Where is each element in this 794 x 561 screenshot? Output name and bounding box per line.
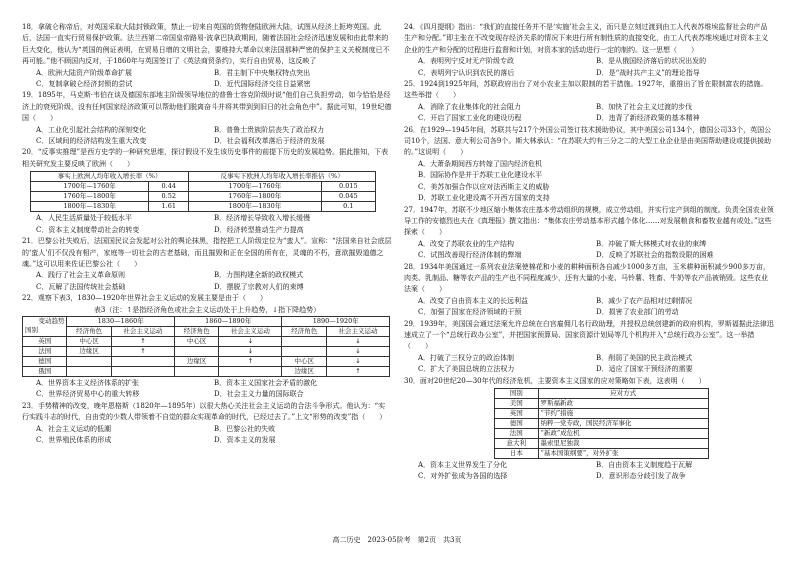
option-c[interactable]: C．区域间的经济结构发生重大改变 [36, 137, 147, 146]
question-28 [404, 262, 774, 319]
table-cell: 罗斯福新政 [538, 399, 709, 409]
question-20 [22, 147, 392, 236]
table-cell: 法国 [495, 429, 539, 439]
option-c[interactable]: C．加强了国家在经济领域的干预 [418, 308, 522, 317]
trend-arrow [111, 366, 174, 376]
options [404, 56, 774, 79]
period-header: 1890—1920年 [282, 316, 390, 326]
option-c[interactable]: C．资本主义制度带动社会的转变 [36, 225, 140, 234]
trend-arrow: ↓ [326, 356, 389, 366]
options [22, 125, 392, 148]
question-18 [22, 22, 392, 90]
option-d[interactable]: D．苏联工业化建设离不开西方国家的支持 [418, 194, 550, 203]
table-cell: 英国 [495, 409, 539, 419]
option-a[interactable]: A．工业化引起社会结构的深刻变化 [36, 125, 147, 134]
sub-header: 社会主义运动 [111, 326, 174, 336]
right-column [404, 22, 774, 483]
table-cell [174, 346, 218, 356]
table-header-row [23, 316, 390, 326]
options [404, 460, 774, 483]
option-b[interactable]: B．力图构建全新的政权模式 [214, 271, 304, 280]
trend-arrow: ↓ [219, 336, 282, 346]
option-d[interactable]: D．近代国际经济交往日益紧密 [214, 80, 311, 89]
option-c[interactable]: C．瓦解了法国传统社会基础 [36, 282, 126, 291]
table-row [495, 419, 709, 429]
question-text: 27．1947年，苏联不少地区缩小集体农庄基本劳动组织的规模，成立劳动组，并实行定产到组的制度。负责全国农业领导工作的安德烈也夫在《真理报》撰文指出：“集体农庄劳动基本形式越个体化……对发展粮食和畜牧业越有或处。”这些探索（ ） [404, 205, 774, 237]
sub-header: 经济角色 [174, 326, 218, 336]
option-a[interactable]: A．资本主义世界发生了分化 [418, 461, 508, 469]
trend-arrow: ↑ [111, 346, 174, 356]
question-26 [404, 125, 774, 205]
option-a[interactable]: A．改变了苏联农业的生产结构 [418, 239, 515, 248]
trend-arrow: ↑ [111, 336, 174, 346]
period-header: 1860—1890年 [174, 316, 282, 326]
table-cell: 中心区 [282, 356, 326, 366]
table-cell: 德国 [495, 419, 539, 429]
option-a[interactable]: A．消除了农业集体化的社会阻力 [418, 102, 522, 111]
option-b[interactable]: B．君主制下中央集权特点突出 [214, 68, 311, 77]
question-text: 26．在1929—1945年间，苏联共与217个外国公司签订技术援助协议，其中美国公司134个，德国公司33个，英国公司10个，法国、意大利公司各9个。斯大林承认：“在苏联大约有三分之二的大型工业企业是由美国帮助建设或提供援助的。”这说明（ ） [404, 125, 772, 157]
table-row [23, 346, 390, 356]
table-cell: 中心区 [174, 336, 218, 346]
table-row [31, 182, 376, 192]
option-b[interactable]: B．是从俄国经济落后的状况出发的 [596, 57, 707, 66]
table-caption: 表3（注：↑是指经济角色或社会主义运动处于上升趋势，↓指下降趋势） [93, 305, 321, 314]
table-row [31, 192, 376, 202]
table-cell: 边缘区 [282, 366, 326, 376]
table-cell [282, 336, 326, 346]
page-footer: 高二历史 2023-05阶考 第2页 共3页 [332, 536, 462, 544]
question-text: 19．1895年，马克斯·韦伯在谈及德国东部地主阶级领导地位的普鲁士容克阶级时说“他们自己负担劳动，如今恰恰是经济上的衰死阶级，没有任何国家经济政策可以帮助他们脱离奋斗并将其带到到旧日的社会角色中”。据此可知，19世纪德国（ ） [22, 91, 392, 123]
question-text: 23．手势精神的改变，晚年恩格斯（1820年—1895年）以很大热心关注社会主义运动的合法斗争形式。他认为：“实行实践斗志的时代，自由党的少数人带领着不自觉的群众实现革命的时代，已经过去了。”上文“形势的改变”指（ ） [22, 401, 387, 422]
option-d[interactable]: D．意识形态分歧引发了战争 [596, 472, 686, 481]
options [22, 270, 392, 293]
country-cell: 德国 [23, 356, 67, 366]
country-label: 国别 [25, 326, 38, 335]
table-cell: 0.015 [321, 182, 375, 192]
table-cell: 1.61 [149, 202, 189, 212]
trend-arrow: ↓ [326, 336, 389, 346]
question-22 [22, 293, 392, 401]
option-a[interactable]: A．践行了社会主义革命原则 [36, 271, 126, 280]
question-text: 22．观察下表3，1830—1920年世界社会主义运动的发展主要是由于（ ） [22, 294, 267, 303]
sub-header: 社会主义运动 [219, 326, 282, 336]
option-c[interactable]: C．世界殖民体系的形成 [36, 435, 112, 444]
option-d[interactable]: D．反映了苏联社会的指数设限的困难 [596, 251, 714, 260]
question-text: 30．面对20世纪20—30年代的经济危机，主要资本主义国家的应对策略如下表，这表明（ ） [404, 376, 706, 385]
table-cell: 1760年—1800年 [189, 192, 321, 202]
question-23 [22, 401, 392, 447]
table-cell [282, 346, 326, 356]
sub-header: 社会主义运动 [326, 326, 389, 336]
option-d[interactable]: D．是“战时共产主义”的理论指导 [596, 68, 700, 77]
option-a[interactable]: A．改变了自由资本主义的长远利益 [418, 296, 529, 305]
question-29 [404, 319, 774, 376]
option-c[interactable]: C．试图改善现行经济体制的弊端 [418, 251, 522, 260]
left-column [22, 22, 392, 446]
question-19 [22, 90, 392, 147]
option-c[interactable]: C．美苏加强合作以应对法西斯主义的威胁 [418, 182, 550, 191]
table-row [23, 336, 390, 346]
table-header: 事实上欧洲人均年收入增长率（%） [31, 172, 189, 182]
option-b[interactable]: B．自由资本主义制度趋于瓦解 [596, 461, 693, 469]
trend-arrow [111, 356, 174, 366]
table-cell: 0.045 [321, 192, 375, 202]
question-text: 25．1924到1925年间，苏联政府出台了对小农业主加以限制的若干措施。1927年，重推出了旨在限制富农的措施。这些举措（ ） [404, 80, 768, 100]
table-cell: 0.52 [149, 192, 189, 202]
table-cell [67, 366, 111, 376]
table-row [31, 202, 376, 212]
table-cell: 1800年—1830年 [189, 202, 321, 212]
option-a[interactable]: A．打破了三权分立的政治体制 [418, 353, 515, 362]
period-header: 1830—1860年 [67, 316, 175, 326]
crisis-response-table [494, 388, 709, 459]
options [22, 424, 392, 447]
option-a[interactable]: A．人民生活质量处于较低水平 [36, 214, 133, 223]
table-cell: 日本 [495, 449, 539, 459]
option-b[interactable]: B．巴黎公社的失败 [214, 424, 276, 433]
table-subheader-row [23, 326, 390, 336]
table-cell: 1700年—1760年 [189, 182, 321, 192]
question-27 [404, 205, 774, 262]
table-cell: “基本国策纲要”，对外扩张 [538, 449, 709, 459]
table-header: 应对方式 [538, 389, 709, 399]
trend-arrow: ↓ [326, 346, 389, 356]
option-b[interactable]: B．国际协作是并于苏联工业化建设水平 [418, 171, 543, 180]
option-c[interactable]: C．复制拿破仑经济封锁的尝试 [36, 80, 133, 89]
option-c[interactable]: C．开启了国家工业化的建设历程 [418, 114, 522, 123]
income-growth-table [30, 171, 376, 212]
table-cell: 纳粹一党专政，国民经济军事化 [538, 419, 709, 429]
trend-arrow: ↑ [326, 366, 389, 376]
sub-header: 经济角色 [67, 326, 111, 336]
table-cell: 1800年—1830年 [31, 202, 149, 212]
options [404, 296, 774, 319]
table-cell: 意大利 [495, 439, 539, 449]
trend-arrow [219, 366, 282, 376]
table-row [495, 449, 709, 459]
socialism-trend-table [22, 316, 390, 377]
option-c[interactable]: C．扩大了美国总统的立法权力 [418, 365, 515, 374]
option-d[interactable]: D．损害了农业部门的劳动 [596, 308, 679, 317]
table-cell: “节约”措施 [538, 409, 709, 419]
country-cell: 英国 [23, 336, 67, 346]
option-d[interactable]: D．适应了国家干预经济的需要 [596, 365, 693, 374]
option-b[interactable]: B．普鲁士贵族阶层丧失了政治权力 [214, 125, 325, 134]
option-a[interactable]: A．世界资本主义经济体系的扩张 [36, 378, 140, 387]
options [404, 239, 774, 262]
option-b[interactable]: B．减少了农产品相对过剩情况 [596, 296, 693, 305]
options [404, 102, 774, 125]
table-row [495, 399, 709, 409]
option-b[interactable]: B．经济增长导致收入增长缓慢 [214, 214, 311, 223]
option-b[interactable]: B．加快了社会主义过渡的步伐 [596, 102, 693, 111]
trend-arrow: ↓ [219, 346, 282, 356]
table-header: 国别 [495, 389, 539, 399]
option-d[interactable]: D．经济转型推动生产力提高 [214, 225, 304, 234]
table-header-row [31, 172, 376, 182]
country-cell: 俄国 [23, 366, 67, 376]
trend-arrow: ↑ [219, 356, 282, 366]
table-cell: 墨索里尼独裁 [538, 439, 709, 449]
options [22, 68, 392, 91]
option-d[interactable]: D．社会主义力量的国际联合 [214, 390, 304, 399]
option-d[interactable]: D．摆脱了宗教对人们的束缚 [214, 282, 304, 291]
table-cell: 1700年—1760年 [31, 182, 149, 192]
table-cell [174, 366, 218, 376]
question-text: 28．1934年美国通过一系列农业法案使棉花和小麦的耕种面积各自减少1000多万亩，玉米耕种面积减少900多万亩，肉类、乳制品、糖等农产品的生产也不同程度减少，还有大量的小麦、马铃薯、牲畜、牛奶等农产品被销毁。这些农业法案（ ） [404, 262, 770, 294]
trend-label: 变动趋势 [38, 317, 65, 326]
table-header: 反事实下欧洲人均年收入增长率推估（%） [189, 172, 376, 182]
option-c[interactable]: C．世界经济贸易中心的重大转移 [36, 390, 140, 399]
question-30 [404, 376, 774, 483]
option-d[interactable]: D．社会福利改革落后于经济的发展 [214, 137, 325, 146]
sub-header: 经济角色 [282, 326, 326, 336]
options [22, 213, 392, 236]
country-cell: 法国 [23, 346, 67, 356]
option-c[interactable]: C．对外扩张成为各国的选择 [418, 472, 508, 481]
option-d[interactable]: D．资本主义的发展 [214, 435, 276, 444]
option-a[interactable]: A．表明列宁反对无产阶级专政 [418, 57, 515, 66]
question-text: 29．1939年，美国国会通过法案允许总统在白宫雇佣几名行政助理，并授权总统创建新的政府机构，罗斯福据此法律迅速成立了一个“总统行政办公室”，并把国家预算局、国家资源计划局等几个机构并入“总统行政办公室”。这一举措（ ） [404, 319, 774, 351]
corner-header [23, 316, 67, 336]
table-cell: 边缘区 [174, 356, 218, 366]
option-a[interactable]: A．大萧条期间西方转嫁了国内经济危机 [418, 159, 543, 168]
table-row [495, 429, 709, 439]
options [404, 353, 774, 376]
options [22, 378, 392, 401]
table-cell: 中心区 [67, 336, 111, 346]
question-text: 21．巴黎公社失败后，法国国民议会发起对公社的舆论抹黑，指控把工人阶级定位为“蛮人”。宣称：“法国来自社会底层的‘蛮人’们不仅没有相产，家庭等一切社会的古老基础，而且摧毁和正在全国的所有在，灵魂的不朽，意欲摧毁道德之魂。”这可以用来佐证巴黎公社（ ） [22, 237, 392, 268]
option-d[interactable]: D．违背了新经济政策的基本精神 [596, 114, 700, 123]
table-row [23, 356, 390, 366]
table-row [495, 409, 709, 419]
table-cell: 1760年—1800年 [31, 192, 149, 202]
table-row [23, 366, 390, 376]
table-cell [67, 356, 111, 366]
option-a[interactable]: A．欧洲大陆资产阶级革命扩展 [36, 68, 133, 77]
table-cell: 0.1 [321, 202, 375, 212]
table-cell: 边缘区 [67, 346, 111, 356]
option-b[interactable]: B．资本主义国家社会矛盾的激化 [214, 378, 318, 387]
question-text: 20．“反事实推理”是西方史学的一种研究思维，探讨假设不发生该历史事件的前提下历史的发展趋势。据此推知，下表相关研究发主要反映了欧洲（ ） [22, 148, 389, 168]
question-24 [404, 22, 774, 79]
question-text: 18．拿破仑称帝后，对英国采取大陆封锁政策，禁止一切来自英国的货物登陆欧洲大陆，试图从经济上扼垮英国。此后，法国一直实行贸易保护政策。法兰西第二帝国皇帝路易·波拿巴执政期间，随着法国社会经济迅速发展和由此带来的巨大变化，他认为“英国的例证表明，在贸易日增的文明社会，要维持大革命以来法国那种严密的保护主义关税制度已不再可能。”他不顾国内反对，于1860年与英国签订了《英法商贸条约》，实行自由贸易，这反映了 [22, 23, 390, 66]
question-21 [22, 236, 392, 293]
option-c[interactable]: C．表明列宁认识到农民的落后 [418, 68, 515, 77]
options [404, 159, 774, 205]
table-cell: “新政”成危机 [538, 429, 709, 439]
question-25 [404, 79, 774, 125]
option-a[interactable]: A．社会主义运动的低潮 [36, 424, 112, 433]
table-header-row [495, 389, 709, 399]
table-cell: 美国 [495, 399, 539, 409]
table-row [495, 439, 709, 449]
table-cell: 0.44 [149, 182, 189, 192]
question-text: 24．《四月提纲》指出：“我们的直接任务并不是‘实施’社会主义，而只是立刻过渡到由工人代表苏维埃监督社会的产品生产和分配。”即主张在不改变现存经济关系的情况下来进行所有制性质的直接变化，由工人代表苏维埃通过对资本主义企业的生产和分配的过程进行监督和计划，对资本家的活动进行一定的制约。这一思想（ ） [404, 23, 769, 54]
option-b[interactable]: B．冲破了斯大林模式对农业的束缚 [596, 239, 707, 248]
option-b[interactable]: B．削弱了美国的民主政治模式 [596, 353, 693, 362]
